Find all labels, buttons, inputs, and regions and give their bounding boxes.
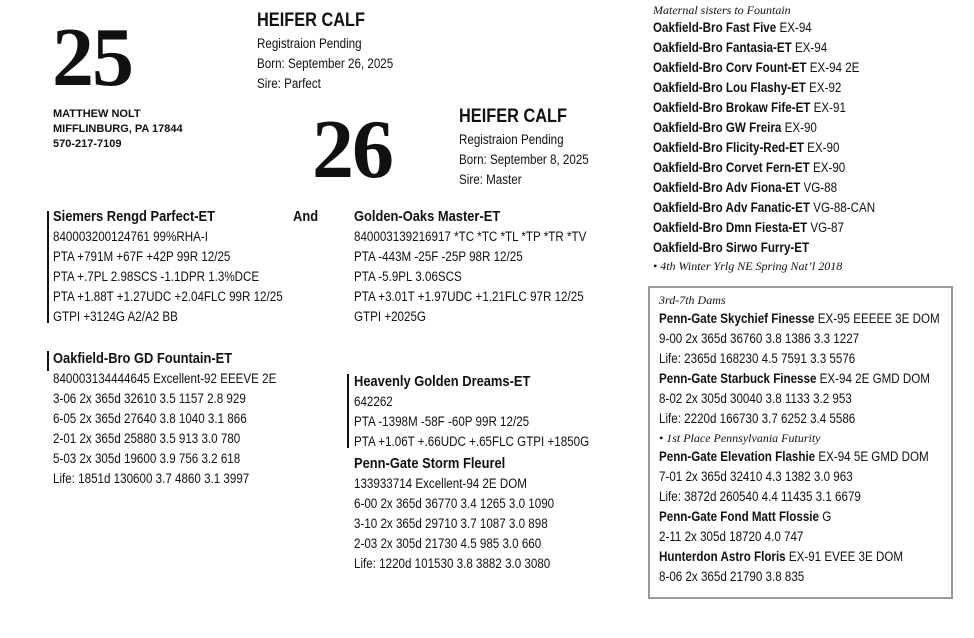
dam-entry-record: 8-02 2x 305d 30040 3.8 1133 3.2 953 [659, 391, 852, 406]
sister-name: Oakfield-Bro Flicity-Red-ET [653, 140, 804, 155]
dam-entry-record: Life: 3872d 260540 4.4 11435 3.1 6679 [659, 489, 861, 504]
lot-25-registration: Registraion Pending [257, 36, 362, 51]
dam-entry-title: Hunterdon Astro Floris [659, 549, 786, 564]
sister-item [653, 138, 875, 158]
sister-item [653, 38, 875, 58]
sister-item [653, 18, 875, 38]
sisters-heading: Maternal sisters to Fountain [653, 3, 791, 17]
dam-entry-title: Penn-Gate Elevation Flashie [659, 449, 816, 464]
sister-score: EX-90 [803, 140, 840, 155]
lot-26-number: 26 [312, 103, 392, 196]
dams-box-body [659, 309, 974, 587]
dam-line: 3-06 2x 365d 32610 3.5 1157 2.8 929 [53, 391, 246, 406]
mgs-line: 642262 [354, 394, 393, 409]
mgs-line: PTA -1398M -58F -60P 99R 12/25 [354, 414, 530, 429]
sister-name: Oakfield-Bro Fast Five [653, 20, 777, 35]
sister-score: VG-88-CAN [809, 200, 876, 215]
sister-name: Oakfield-Bro GW Freira [653, 120, 782, 135]
dam-entry-name [659, 369, 940, 389]
dam-entry-title: Penn-Gate Fond Matt Flossie [659, 509, 819, 524]
sire-26-line: GTPI +2025G [354, 309, 426, 324]
sister-name: Oakfield-Bro Sirwo Furry-ET [653, 240, 810, 255]
lot-25-number: 25 [52, 11, 132, 104]
dam-entry-score: EX-94 2E GMD DOM [816, 371, 930, 386]
and-label: And [293, 208, 319, 225]
dam-line: 6-05 2x 365d 27640 3.8 1040 3.1 866 [53, 411, 247, 426]
sire-25-line: PTA +1.88T +1.27UDC +2.04FLC 99R 12/25 [53, 289, 283, 304]
dam-entry-record: Life: 2365d 168230 4.5 7591 3.3 5576 [659, 351, 856, 366]
sister-score: VG-87 [807, 220, 844, 235]
sister-score: EX-94 2E [806, 60, 860, 75]
sister-score: EX-91 [810, 100, 846, 115]
sister-item [653, 158, 875, 178]
dam-line: Life: 1851d 130600 3.7 4860 3.1 3997 [53, 471, 250, 486]
dam-entry-record: 8-06 2x 365d 21790 3.8 835 [659, 569, 805, 584]
dam-entry-name [659, 507, 940, 527]
sister-item [653, 198, 875, 218]
pedigree-bar-mgs [347, 374, 349, 448]
dam-entry-name [659, 547, 940, 567]
sister-score: EX-92 [805, 80, 842, 95]
sisters-note: • 4th Winter Yrlg NE Spring Nat’l 2018 [653, 259, 843, 273]
dam-entry-score: G [818, 509, 832, 524]
pedigree-bar-sire25 [47, 211, 49, 323]
dam-name: Oakfield-Bro GD Fountain-ET [53, 350, 233, 367]
lot-26-sire: Sire: Master [459, 172, 522, 187]
dam-entry-title: Penn-Gate Skychief Finesse [659, 311, 815, 326]
dam-entry-name [659, 447, 940, 467]
sister-score: EX-94 [776, 20, 812, 35]
dam-line: 5-03 2x 305d 19600 3.9 756 3.2 618 [53, 451, 241, 466]
sister-item [653, 218, 875, 238]
sire-26-line: PTA -443M -25F -25P 98R 12/25 [354, 249, 523, 264]
sire-25-line: GTPI +3124G A2/A2 BB [53, 309, 178, 324]
sisters-list [653, 18, 911, 258]
mgs-line: PTA +1.06T +.66UDC +.65FLC GTPI +1850G [354, 434, 590, 449]
sister-score: EX-94 [791, 40, 828, 55]
owner-address: MIFFLINBURG, PA 17844 [53, 123, 183, 135]
owner-phone: 570-217-7109 [53, 138, 122, 150]
sister-item [653, 98, 875, 118]
dam-entry-record: 9-00 2x 365d 36760 3.8 1386 3.3 1227 [659, 331, 860, 346]
granddam-line: 133933714 Excellent-94 2E DOM [354, 476, 527, 491]
lot-25-title: HEIFER CALF [257, 10, 366, 31]
sire-26-line: PTA -5.9PL 3.06SCS [354, 269, 462, 284]
sire-25-line: 840003200124761 99%RHA-I [53, 229, 208, 244]
mgs-block [354, 372, 627, 452]
dams-box-heading: 3rd-7th Dams [659, 293, 726, 307]
dam-entry-record: Life: 2220d 166730 3.7 6252 3.4 5586 [659, 411, 856, 426]
granddam-line: 3-10 2x 365d 29710 3.7 1087 3.0 898 [354, 516, 548, 531]
sister-name: Oakfield-Bro Dmn Fiesta-ET [653, 220, 808, 235]
dam-entry-score: EX-94 5E GMD DOM [815, 449, 929, 464]
sire-25-name: Siemers Rengd Parfect-ET [53, 208, 216, 225]
dam-block [53, 349, 313, 489]
sister-name: Oakfield-Bro Brokaw Fife-ET [653, 100, 811, 115]
lot-26-registration: Registraion Pending [459, 132, 564, 147]
sire-25-line: PTA +.7PL 2.98SCS -1.1DPR 1.3%DCE [53, 269, 260, 284]
dam-entry-note: • 1st Place Pennsylvania Futurity [659, 431, 821, 445]
granddam-name: Penn-Gate Storm Fleurel [354, 455, 506, 472]
sister-name: Oakfield-Bro Corv Fount-ET [653, 60, 807, 75]
sister-score: EX-90 [809, 160, 846, 175]
lot-26-title: HEIFER CALF [459, 106, 568, 127]
lot-25-sire: Sire: Parfect [257, 76, 321, 91]
sister-name: Oakfield-Bro Fantasia-ET [653, 40, 792, 55]
granddam-line: 2-03 2x 305d 21730 4.5 985 3.0 660 [354, 536, 542, 551]
dam-line: 2-01 2x 365d 25880 3.5 913 3.0 780 [53, 431, 241, 446]
sister-item [653, 238, 875, 258]
sister-item [653, 58, 875, 78]
lot-25-born: Born: September 26, 2025 [257, 56, 394, 71]
sister-item [653, 178, 875, 198]
sister-score: VG-88 [800, 180, 838, 195]
sister-item [653, 78, 875, 98]
sire-26-line: 840003139216917 *TC *TC *TL *TP *TR *TV [354, 229, 587, 244]
dam-entry-record: 7-01 2x 365d 32410 4.3 1382 3.0 963 [659, 469, 853, 484]
sire-26-block [354, 207, 624, 327]
dam-line: 840003134444645 Excellent-92 EEEVE 2E [53, 371, 277, 386]
granddam-block [354, 454, 587, 574]
sire-26-line: PTA +3.01T +1.97UDC +1.21FLC 97R 12/25 [354, 289, 584, 304]
sister-score: EX-90 [781, 120, 817, 135]
dam-entry-score: EX-91 EVEE 3E DOM [785, 549, 904, 564]
sister-name: Oakfield-Bro Adv Fiona-ET [653, 180, 801, 195]
sire-25-line: PTA +791M +67F +42P 99R 12/25 [53, 249, 231, 264]
pedigree-bar-dam [47, 351, 49, 371]
sister-name: Oakfield-Bro Adv Fanatic-ET [653, 200, 810, 215]
sire-25-block [53, 207, 320, 327]
owner-name: MATTHEW NOLT [53, 108, 141, 120]
sister-item [653, 118, 875, 138]
mgs-name: Heavenly Golden Dreams-ET [354, 373, 531, 390]
granddam-line: 6-00 2x 365d 36770 3.4 1265 3.0 1090 [354, 496, 555, 511]
dam-entry-title: Penn-Gate Starbuck Finesse [659, 371, 817, 386]
dam-entry-name [659, 309, 940, 329]
granddam-line: Life: 1220d 101530 3.8 3882 3.0 3080 [354, 556, 551, 571]
sister-name: Oakfield-Bro Lou Flashy-ET [653, 80, 806, 95]
lot-26-born: Born: September 8, 2025 [459, 152, 589, 167]
dam-entry-record: 2-11 2x 305d 18720 4.0 747 [659, 529, 804, 544]
sister-name: Oakfield-Bro Corvet Fern-ET [653, 160, 810, 175]
dam-entry-score: EX-95 EEEEE 3E DOM [814, 311, 940, 326]
sire-26-name: Golden-Oaks Master-ET [354, 208, 501, 225]
